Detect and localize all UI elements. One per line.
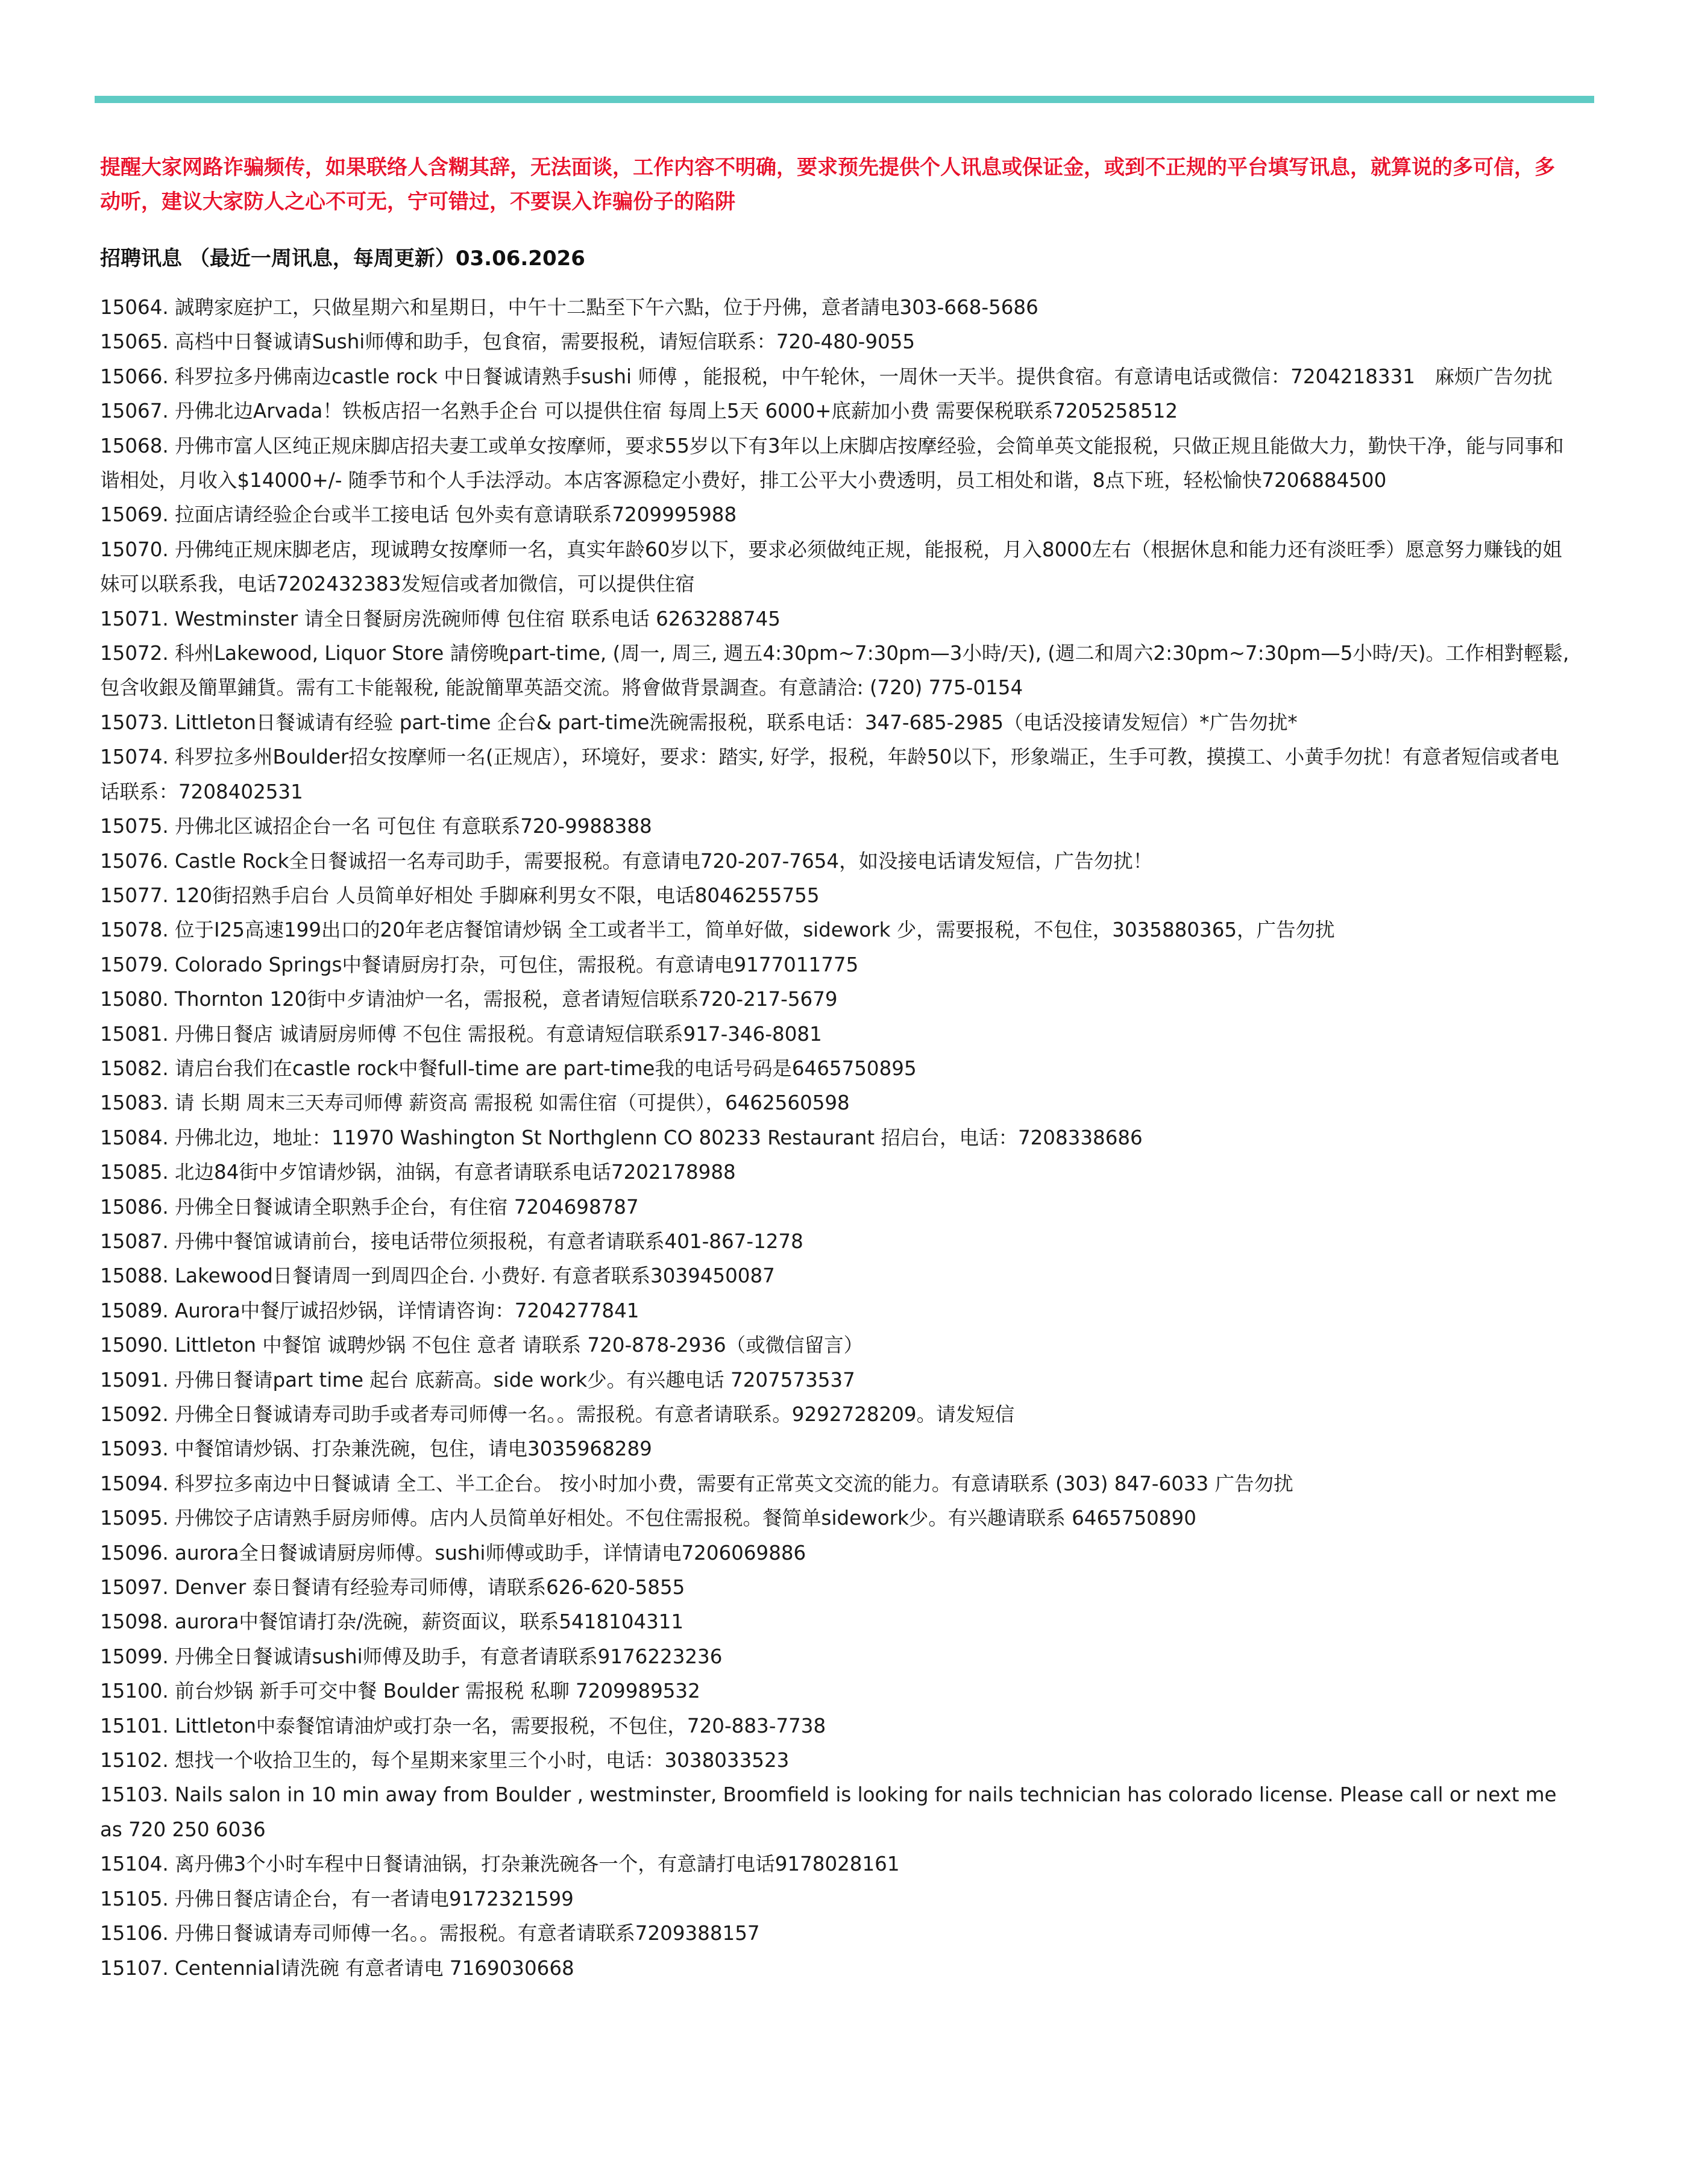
listing-item: 15105. 丹佛日餐店请企台，有一者请电9172321599 — [100, 1887, 574, 1910]
listing-item: 15086. 丹佛全日餐诚请全职熟手企台，有住宿 7204698787 — [100, 1195, 639, 1219]
listing-item: 15069. 拉面店请经验企台或半工接电话 包外卖有意请联系7209995988 — [100, 503, 737, 527]
listing-item: 15082. 请启台我们在castle rock中餐full-time are part-time我的电话号码是6465750895 — [100, 1056, 917, 1080]
listing-item: 15083. 请 长期 周末三天寿司师傅 薪资高 需报税 如需住宿（可提供），6462560598 — [100, 1091, 850, 1115]
listing-item: 15065. 高档中日餐诚请Sushi师傅和助手，包食宿，需要报税，请短信联系：720-480-9055 — [100, 330, 916, 354]
listing-item: 15068. 丹佛市富人区纯正规床脚店招夫妻工或单女按摩师，要求55岁以下有3年以上床脚店按摩经验，会简单英文能报税，只做正规且能做大力，勤快干净，能与同事和谐相处，月收入$14000+/- 随季节和个人手法浮动。本店客源稳定小费好，排工公平大小费透明，员工相处和谐，8点下班，轻松愉快7206884500 — [100, 434, 1564, 492]
listing-item: 15091. 丹佛日餐请part time 起台 底薪高。side work少。有兴趣电话 7207573537 — [100, 1368, 855, 1392]
listing-item: 15070. 丹佛纯正规床脚老店，现诚聘女按摩师一名，真实年龄60岁以下，要求必须做纯正规，能报税，月入8000左右（根据休息和能力还有淡旺季）愿意努力赚钱的姐妹可以联系我，电话7202432383发短信或者加微信，可以提供住宿 — [100, 538, 1562, 596]
listing-item: 15106. 丹佛日餐诚请寿司师傅一名。。需报税。有意者请联系7209388157 — [100, 1922, 760, 1945]
listing-item: 15098. aurora中餐馆请打杂/洗碗，薪资面议，联系5418104311 — [100, 1610, 684, 1634]
listing-item: 15101. Littleton中泰餐馆请油炉或打杂一名，需要报税，不包住，720-883-7738 — [100, 1714, 826, 1737]
listing-item: 15075. 丹佛北区诚招企台一名 可包住 有意联系720-9988388 — [100, 815, 652, 838]
listing-item: 15073. Littleton日餐诚请有经验 part-time 企台& part-time洗碗需报税，联系电话：347-685-2985（电话没接请发短信）*广告勿扰* — [100, 711, 1298, 734]
scam-warning: 提醒大家网路诈骗频传，如果联络人含糊其辞，无法面谈，工作内容不明确，要求预先提供个人讯息或保证金，或到不正规的平台填写讯息，就算说的多可信，多动听，建议大家防人之心不可无，宁可错过，不要误入诈骗份子的陷阱 — [100, 155, 1555, 214]
listing-item: 15074. 科罗拉多州Boulder招女按摩师一名(正规店），环境好，要求：踏实, 好学，报税，年龄50以下，形象端正，生手可教，摸摸工、小黄手勿扰！有意者短信或者电话联系：7208402531 — [100, 745, 1559, 803]
listing-item: 15089. Aurora中餐厅诚招炒锅，详情请咨询：7204277841 — [100, 1299, 639, 1322]
listing-item: 15095. 丹佛饺子店请熟手厨房师傅。店内人员简单好相处。不包住需报税。餐简单sidework少。有兴趣请联系 6465750890 — [100, 1507, 1196, 1530]
listing-item: 15066. 科罗拉多丹佛南边castle rock 中日餐诚请熟手sushi 师傅 ，能报税，中午轮休，一周休一天半。提供食宿。有意请电话或微信：7204218331 麻烦广告勿扰 — [100, 365, 1553, 388]
listing-item: 15096. aurora全日餐诚请厨房师傅。sushi师傅或助手，详情请电7206069886 — [100, 1541, 806, 1564]
listing-item: 15077. 120街招熟手启台 人员简单好相处 手脚麻利男女不限，电话8046255755 — [100, 883, 820, 907]
listing-item: 15081. 丹佛日餐店 诚请厨房师傅 不包住 需报税。有意请短信联系917-346-8081 — [100, 1022, 822, 1046]
page-content — [100, 151, 1571, 1986]
listing-item: 15071. Westminster 请全日餐厨房洗碗师傅 包住宿 联系电话 6263288745 — [100, 607, 781, 630]
listing-item: 15100. 前台炒锅 新手可交中餐 Boulder 需报税 私聊 7209989532 — [100, 1680, 700, 1703]
listing-item: 15076. Castle Rock全日餐诚招一名寿司助手，需要报税。有意请电720-207-7654，如没接电话请发短信，广告勿扰！ — [100, 849, 1153, 873]
listing-item: 15090. Littleton 中餐馆 诚聘炒锅 不包住 意者 请联系 720-878-2936（或微信留言） — [100, 1334, 864, 1357]
listing-item: 15097. Denver 泰日餐请有经验寿司师傅，请联系626-620-5855 — [100, 1576, 685, 1599]
listing-item: 15072. 科州Lakewood, Liquor Store 請傍晚part-time, (周一, 周三, 週五4:30pm~7:30pm—3小時/天), (週二和周六2:30pm~7:30pm—5小時/天)。工作相對輕鬆, 包含收銀及簡單鋪貨。需有工卡能報稅, 能說簡單英語交流。將會做背景調查。有意請洽: (720) 775-0154 — [100, 642, 1569, 700]
listing-item: 15080. Thornton 120街中歺请油炉一名，需报税，意者请短信联系720-217-5679 — [100, 988, 838, 1011]
job-listings — [100, 290, 1571, 1986]
listing-item: 15088. Lakewood日餐请周一到周四企台. 小费好. 有意者联系3039450087 — [100, 1264, 775, 1288]
listing-item: 15094. 科罗拉多南边中日餐诚请 全工、半工企台。 按小时加小费，需要有正常英文交流的能力。有意请联系 (303) 847-6033 广告勿扰 — [100, 1472, 1293, 1495]
listing-item: 15104. 离丹佛3个小时车程中日餐请油锅，打杂兼洗碗各一个，有意請打电话9178028161 — [100, 1853, 900, 1876]
listing-item: 15084. 丹佛北边，地址：11970 Washington St Northglenn CO 80233 Restaurant 招启台，电话：7208338686 — [100, 1126, 1143, 1149]
listing-item: 15102. 想找一个收拾卫生的，每个星期来家里三个小时，电话：3038033523 — [100, 1749, 790, 1772]
listing-item: 15079. Colorado Springs中餐请厨房打杂，可包住，需报税。有意请电9177011775 — [100, 953, 859, 976]
listing-item: 15103. Nails salon in 10 min away from Boulder , westminster, Broomfield is looking for nails technician has colorado license. Please call or next me as 720 250 6036 — [100, 1783, 1557, 1841]
listing-item: 15107. Centennial请洗碗 有意者请电 7169030668 — [100, 1956, 574, 1980]
listings-heading: 招聘讯息 （最近一周讯息，每周更新）03.06.2026 — [100, 246, 585, 271]
listing-item: 15067. 丹佛北边Arvada！铁板店招一名熟手企台 可以提供住宿 每周上5天 6000+底薪加小费 需要保税联系7205258512 — [100, 400, 1178, 423]
listing-item: 15093. 中餐馆请炒锅、打杂兼洗碗，包住，请电3035968289 — [100, 1437, 652, 1461]
listing-item: 15099. 丹佛全日餐诚请sushi师傅及助手，有意者请联系9176223236 — [100, 1645, 723, 1668]
listing-item: 15092. 丹佛全日餐诚请寿司助手或者寿司师傅一名。。需报税。有意者请联系。9292728209。请发短信 — [100, 1403, 1015, 1426]
listing-item: 15064. 誠聘家庭护工，只做星期六和星期日，中午十二點至下午六點，位于丹佛，意者請电303-668-5686 — [100, 296, 1038, 319]
listing-item: 15078. 位于I25高速199出口的20年老店餐馆请炒锅 全工或者半工，简单好做，sidework 少，需要报税，不包住，3035880365，广告勿扰 — [100, 918, 1335, 942]
listing-item: 15087. 丹佛中餐馆诚请前台，接电话带位须报税，有意者请联系401-867-1278 — [100, 1229, 803, 1253]
listing-item: 15085. 北边84街中歺馆请炒锅，油锅，有意者请联系电话7202178988 — [100, 1161, 736, 1184]
top-divider — [95, 96, 1594, 103]
